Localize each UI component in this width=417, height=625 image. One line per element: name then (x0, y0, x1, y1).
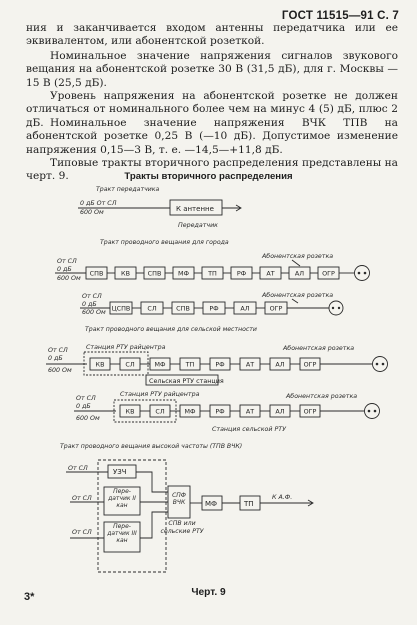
sec3-r1-impedance: 600 Ом (48, 367, 72, 374)
sec3-r1-block-label-2: МФ (154, 360, 166, 369)
sec4-block-uzch-label: УЗЧ (113, 468, 127, 476)
sec4-block-tx3-label: Пере-датчик III кан (107, 523, 137, 544)
sec3-r2-station: Станция РТУ райцентра (120, 391, 200, 398)
sec4-input-3: От СЛ (72, 529, 92, 536)
sec1-out-label: Передатчик (178, 222, 218, 229)
sec2-r1-block-label-3: МФ (177, 269, 190, 278)
sec3-r2-block-label-0: КВ (125, 407, 135, 416)
sec2-r2-block-label-2: СПВ (176, 304, 190, 313)
sec4-block-tp-label: ТП (244, 500, 254, 508)
sec2-r2-block-label-4: АЛ (240, 304, 250, 313)
sec3-r1-outlet: Абонентская розетка (283, 345, 355, 352)
sec3-r1-block-label-7: ОГР (303, 360, 317, 369)
paragraph-2: Номинальное значение напряжения сигналов звукового вещания на абонентской розетке 30 В (31,5 дБ), для г. Москвы — 15 В (25,5 дБ). (26, 50, 398, 89)
sec3-r1-block-label-1: СЛ (125, 360, 135, 369)
sec2-r2-level: 0 дБ (82, 301, 97, 308)
sec2-r2-impedance: 600 Ом (82, 309, 106, 316)
page-mark: 3* (24, 591, 35, 603)
sec3-r2-level: 0 дБ (76, 403, 91, 410)
sec2-r2-block-label-1: СЛ (147, 304, 157, 313)
paragraph-3: Уровень напряжения на абонентской розетке не должен отличаться от номинального более чем на минус 4 (5) дБ, плюс 2 дБ. (26, 90, 398, 129)
sec3-r1-input: От СЛ (48, 347, 68, 354)
sec4-block-tx2-label: Пере-датчик II кан (108, 488, 136, 509)
sec3-r1-sub: Сельская РТУ станция (149, 377, 224, 385)
paragraph-5: Типовые тракты вторичного распределения представлены на черт. 9. (26, 157, 398, 183)
sec2-r2-block-label-3: РФ (209, 304, 219, 313)
sec2-r1-block-label-5: РФ (236, 269, 247, 278)
sec3-r2-block-label-5: АЛ (275, 407, 285, 416)
sec3-r2-sub: Станция сельской РТУ (212, 426, 286, 433)
figure-title: Тракты вторичного распределения (124, 171, 293, 182)
sec1-heading: Тракт передатчика (96, 186, 160, 193)
sec4-block-mf-label: МФ (205, 500, 218, 508)
outlet-icon (373, 357, 388, 372)
sec4-out: К А.Ф. (272, 494, 293, 501)
sec2-r1-block-label-2: СПВ (147, 269, 162, 278)
sec2-r1-block-label-6: АТ (266, 269, 275, 278)
sec3-r2-block-label-1: СЛ (155, 407, 165, 416)
sec3-r2-input: От СЛ (76, 395, 96, 402)
sec3-r1-block-label-0: КВ (95, 360, 105, 369)
sec2-heading: Тракт проводного вещания для города (100, 239, 229, 246)
paragraph-1: ния и заканчивается входом антенны передатчика или ее эквивалентом, или абонентской розеткой. (26, 22, 398, 48)
outlet-icon (355, 266, 370, 281)
sec2-r1-block-label-7: АЛ (294, 269, 305, 278)
sec3-r1-block-label-4: РФ (215, 360, 225, 369)
sec2-r1-level: 0 дБ (57, 266, 72, 273)
sec2-r2-outlet: Абонентская розетка (262, 292, 334, 299)
sec3-r2-block-label-3: РФ (215, 407, 225, 416)
sec2-r2-input: От СЛ (82, 293, 102, 300)
sec3-r1-level: 0 дБ (48, 355, 63, 362)
sec2-r2-block-label-5: ОГР (269, 304, 283, 313)
sec4-side-label: СПВ или сельские РТУ (160, 520, 204, 535)
sec4-input-1: От СЛ (68, 465, 88, 472)
sec4-block-spf-label: СПФ ВЧК (172, 492, 186, 506)
page-header: ГОСТ 11515—91 С. 7 (281, 10, 399, 22)
sec3-r1-block-label-5: АТ (245, 360, 255, 369)
sec2-r1-outlet: Абонентская розетка (262, 253, 334, 260)
sec2-r1-block-label-0: СПВ (89, 269, 104, 278)
sec2-r1-input: От СЛ (57, 258, 77, 265)
paragraph-4: Номинальное значение напряжения ВЧК ТПВ на абонентской розетке 0,25 В (—10 дБ). Допустимое изменение напряжения 0,15—3 В, т. е. —14,5—+11,8 дБ. (26, 117, 398, 156)
sec4-heading: Тракт проводного вещания высокой частоты (ТПВ ВЧК) (60, 443, 243, 450)
sec2-r2-block-label-0: ЦСПВ (111, 304, 131, 313)
sec1-block-label: К антенне (176, 205, 214, 213)
sec2-r1-block-label-4: ТП (208, 269, 217, 278)
sec3-r2-impedance: 600 Ом (76, 415, 100, 422)
sec3-r2-block-label-4: АТ (245, 407, 255, 416)
sec3-r2-outlet: Абонентская розетка (286, 393, 358, 400)
sec3-r2-block-label-2: МФ (184, 407, 196, 416)
outlet-icon (365, 404, 380, 419)
sec1-input: 0 дБ От СЛ (80, 200, 117, 207)
sec3-heading: Тракт проводного вещания для сельской местности (85, 326, 257, 333)
outlet-icon (329, 301, 343, 315)
sec3-r2-block-label-6: ОГР (303, 407, 317, 416)
sec4-input-2: От СЛ (72, 495, 92, 502)
sec1-impedance: 600 Ом (80, 209, 104, 216)
figure-caption: Черт. 9 (191, 587, 226, 598)
sec2-r1-impedance: 600 Ом (57, 275, 81, 282)
sec3-r1-station: Станция РТУ райцентра (86, 344, 166, 351)
sec3-r1-block-label-3: ТП (185, 360, 195, 369)
sec2-r1-block-label-8: ОГР (322, 269, 335, 278)
sec3-r1-block-label-6: АЛ (275, 360, 285, 369)
sec2-r1-block-label-1: КВ (121, 269, 130, 278)
